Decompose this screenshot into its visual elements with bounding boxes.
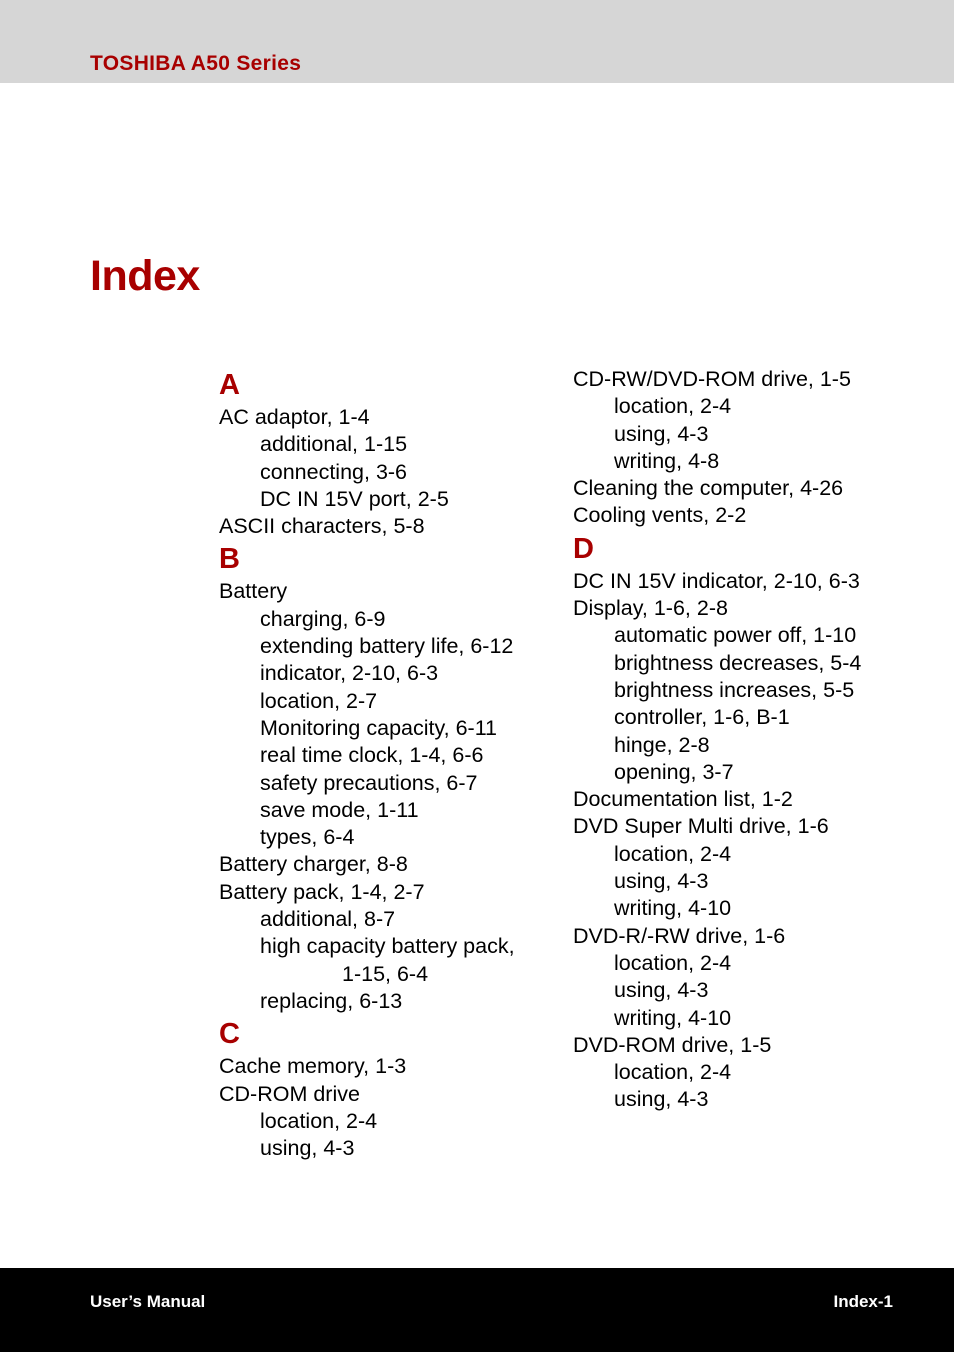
- index-subentry: opening, 3-7: [614, 759, 734, 784]
- index-subentry: location, 2-4: [614, 1060, 732, 1085]
- index-entry: Battery charger, 8-8: [219, 852, 408, 877]
- index-entry: Documentation list, 1-2: [573, 787, 793, 812]
- index-entry: DVD Super Multi drive, 1-6: [573, 814, 829, 839]
- index-subentry: additional, 1-15: [260, 432, 408, 457]
- index-subentry: brightness decreases, 5-4: [614, 650, 862, 675]
- index-subentry: writing, 4-10: [614, 1005, 732, 1030]
- index-subentry: location, 2-4: [614, 950, 732, 975]
- index-entry: Cleaning the computer, 4-26: [573, 476, 844, 501]
- index-subentry: Monitoring capacity, 6-11: [260, 715, 498, 740]
- index-entry: DVD-R/-RW drive, 1-6: [573, 923, 786, 948]
- index-subentry: location, 2-4: [614, 394, 732, 419]
- index-entry: CD-RW/DVD-ROM drive, 1-5: [573, 367, 851, 391]
- index-subentry: save mode, 1-11: [260, 797, 419, 822]
- index-subentry: controller, 1-6, B-1: [614, 705, 790, 730]
- index-subentry: additional, 8-7: [260, 907, 396, 932]
- index-entry: Display, 1-6, 2-8: [573, 596, 728, 621]
- index-letter-heading: B: [219, 543, 240, 576]
- index-subentry: location, 2-7: [260, 688, 378, 713]
- running-header-title: TOSHIBA A50 Series: [90, 52, 302, 75]
- page-title: Index: [90, 252, 200, 300]
- index-subentry: types, 6-4: [260, 825, 355, 850]
- index-subentry: using, 4-3: [614, 421, 709, 446]
- index-letter-heading: A: [219, 369, 240, 401]
- index-entry: Battery: [219, 579, 288, 604]
- index-subentry: using, 4-3: [260, 1136, 355, 1161]
- index-subentry: using, 4-3: [614, 1087, 709, 1112]
- index-subentry: replacing, 6-13: [260, 988, 403, 1013]
- index-entry: Battery pack, 1-4, 2-7: [219, 879, 425, 904]
- index-entry: DC IN 15V indicator, 2-10, 6-3: [573, 568, 860, 593]
- index-subentry: extending battery life, 6-12: [260, 634, 514, 659]
- index-subentry: writing, 4-8: [614, 448, 720, 473]
- index-letter-heading: C: [219, 1018, 240, 1051]
- index-entry: CD-ROM drive: [219, 1081, 360, 1106]
- index-subentry: using, 4-3: [614, 869, 709, 894]
- index-subentry: brightness increases, 5-5: [614, 677, 855, 702]
- index-entry: DVD-ROM drive, 1-5: [573, 1032, 772, 1057]
- index-subentry: writing, 4-10: [614, 896, 732, 921]
- index-subentry: indicator, 2-10, 6-3: [260, 661, 439, 686]
- index-column-left: [219, 366, 549, 1162]
- index-entry: AC adaptor, 1-4: [219, 405, 370, 429]
- index-subentry: automatic power off, 1-10: [614, 623, 857, 648]
- index-subentry: real time clock, 1-4, 6-6: [260, 743, 484, 768]
- index-subentry: 1-15, 6-4: [342, 961, 429, 986]
- index-column-right: [573, 366, 933, 1114]
- index-subentry: location, 2-4: [260, 1108, 378, 1133]
- footer-page-number: Index-1: [833, 1292, 893, 1311]
- index-entry: ASCII characters, 5-8: [219, 514, 425, 539]
- footer-manual-label: User’s Manual: [90, 1292, 206, 1311]
- index-subentry: charging, 6-9: [260, 606, 386, 631]
- index-subentry: using, 4-3: [614, 978, 709, 1003]
- index-subentry: connecting, 3-6: [260, 459, 408, 484]
- index-entry: Cooling vents, 2-2: [573, 503, 747, 528]
- index-subentry: safety precautions, 6-7: [260, 770, 478, 795]
- index-subentry: high capacity battery pack,: [260, 934, 515, 959]
- index-letter-heading: D: [573, 532, 594, 565]
- index-entry: Cache memory, 1-3: [219, 1054, 407, 1079]
- index-subentry: location, 2-4: [614, 841, 732, 866]
- index-subentry: DC IN 15V port, 2-5: [260, 486, 449, 511]
- index-subentry: hinge, 2-8: [614, 732, 710, 757]
